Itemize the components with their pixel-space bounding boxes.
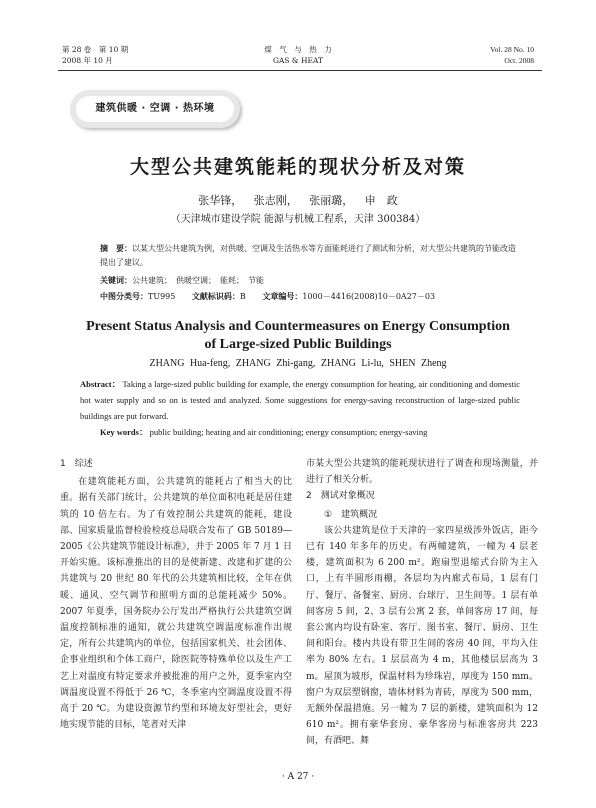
volume-issue-en: Vol. 28 No. 10 [490,45,534,54]
paper-title-en-line1: Present Status Analysis and Countermeasures on Energy Consumption [86,319,510,334]
abstract-cn [100,242,520,270]
abstract-cn-label: 摘 要： [100,244,132,253]
section-1-continuation: 市某大型公共建筑的能耗现状进行了调查和现场测量，并进行了相关分析。 [306,459,538,486]
section-1-heading: 1 综述 [60,459,93,469]
header-rule [58,70,542,71]
section-banner [70,90,240,128]
journal-name-en: GAS & HEAT [272,56,323,65]
page-number: · A 27 · [281,772,315,782]
doc-code-value: B [239,292,246,301]
body-column-right [306,456,538,750]
keywords-cn [100,274,520,288]
issue-date-en: Oct. 2008 [504,56,534,65]
keywords-cn-label: 关键词： [100,276,132,285]
doc-code-label: 文献标识码： [191,292,240,301]
paper-title-en [0,318,596,354]
classification-line [100,290,520,304]
subsection-2-1-heading: ① 建筑概况 [324,509,378,520]
article-no-value: 1000－4416(2008)10－0A27－03 [302,292,436,301]
body-column-left [60,456,292,733]
clc-value: TU995 [148,292,176,301]
journal-volume-info-en [490,44,534,66]
section-2-paragraph: 该公共建筑是位于天津的一家四星级涉外饭店，距今已有 140 年多年的历史。有两幢建筑，一幢为 4 层老楼，建筑面积为 6 200 m²。跑扇型退缩式台阶为主入口，上有半圆形雨棚，各层均为内廊式布局，1 层有门厅、餐厅、备餐室、厨房、台球厅、卫生间等。1 层有单间客房 5 间，2、3 层有公寓 2 套，单间客房 17 间，每套公寓内均设有卧室、客厅、图书室、餐厅、厨房、卫生间和阳台。楼内共设有带卫生间的客房 40 间，平均入住率为 80% 左右。1 层层高为 4 m，其他楼层层高为 3 m。屋顶为坡形，保温材料为珍珠岩，厚度为 150 mm。窗户为双层塑钢窗，墙体材料为青砖，厚度为 500 mm，无额外保温措施。另一幢为 7 层的新楼，建筑面积为 12 610 m²。拥有豪华套房、豪华客房与标准客房共 223 间，有酒吧、舞 [306,525,538,747]
article-no-label: 文章编号： [262,292,303,301]
section-banner-label: 建筑供暖 · 空调 · 热环境 [76,96,234,122]
keywords-en [100,424,520,440]
issue-date: 2008 年 10 月 [62,56,113,65]
abstract-cn-text: 以某大型公共建筑为例，对供暖、空调及生活热水等方面能耗进行了测试和分析，对大型公共建筑的节能改造提出了建议。 [100,244,516,267]
authors-en: ZHANG Hua-feng, ZHANG Zhi-gang, ZHANG Li-lu, SHEN Zheng [149,358,447,369]
keywords-en-label: Key words： [100,427,148,437]
keywords-cn-text: 公共建筑； 供暖空调； 能耗； 节能 [132,276,264,285]
clc-label: 中图分类号： [100,292,148,301]
paper-title-cn: 大型公共建筑能耗的现状分析及对策 [129,156,466,178]
journal-name-cn: 煤 气 与 热 力 [264,45,332,54]
abstract-en-label: Abstract： [80,379,121,389]
abstract-en-text: Taking a large-sized public building for example, the energy consumption for heating, air conditioning and domestic hot water supply and so on is tested and analyzed. Some suggestions for energy-saving reconstruction of large-sized public buildings are put forward. [80,379,520,421]
section-2-heading: 2 测试对象概况 [306,491,375,502]
affiliation-cn: （天津城市建设学院 能源与机械工程系，天津 300384） [170,214,426,225]
keywords-en-text: public building; heating and air conditioning; energy consumption; energy-saving [149,427,428,437]
section-1-paragraph: 在建筑能耗方面，公共建筑的能耗占了相当大的比重。据有关部门统计，公共建筑的单位面积电耗是居住建筑的 10 倍左右。为了有效控制公共建筑的能耗，建设部、国家质量监督检验检疫总局联合发布了 GB 50189—2005《公共建筑节能设计标准》，并于 2005 年 7 月 1 日开始实施。该标准推出的目的是使新建、改建和扩建的公共建筑与 20 世纪 80 年代的公共建筑相比较，全年在供暖、通风、空气调节和照明方面的总能耗减少 50%。2007 年夏季，国务院办公厅发出严格执行公共建筑空调温度控制标准的通知，就公共建筑空调温度标准作出规定，所有公共建筑内的单位，包括国家机关、社会团体、企事业组织和个体工商户，除医院等特殊单位以及生产工艺上对温度有特定要求并被批准的用户之外，夏季室内空调温度设置不得低于 26 ℃，冬季室内空调温度设置不得高于 20 ℃。为建设资源节约型和环境友好型社会，更好地实现节能的目标，笔者对天津 [60,477,292,731]
paper-title-en-line2: of Large-sized Public Buildings [204,337,392,352]
authors-cn: 张华锋， 张志刚， 张丽璐， 申 政 [198,194,398,207]
abstract-en [80,376,520,424]
volume-issue: 第 28 卷 第 10 期 [62,45,129,54]
